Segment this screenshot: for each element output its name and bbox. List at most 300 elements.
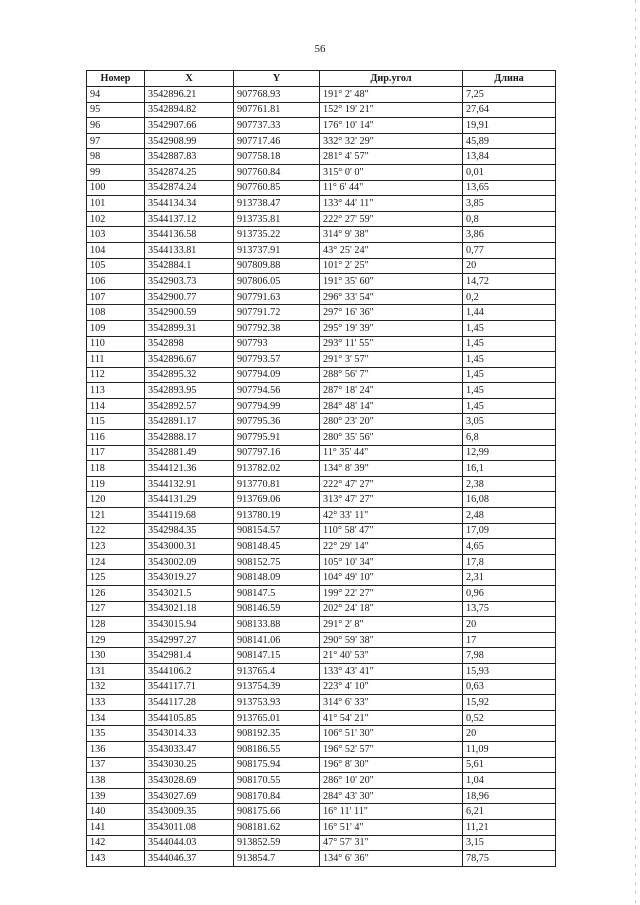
cell-y: 908141.06	[234, 632, 320, 648]
cell-x: 3543011.08	[145, 819, 234, 835]
cell-number: 104	[87, 242, 145, 258]
cell-length: 78,75	[463, 851, 556, 867]
table-row	[87, 710, 556, 726]
cell-number: 133	[87, 695, 145, 711]
cell-y: 907793	[234, 336, 320, 352]
cell-direction-angle: 152° 19' 21"	[320, 102, 463, 118]
cell-y: 908133.88	[234, 617, 320, 633]
cell-direction-angle: 133° 44' 11"	[320, 196, 463, 212]
cell-y: 907795.91	[234, 430, 320, 446]
table-row	[87, 367, 556, 383]
cell-direction-angle: 11° 35' 44"	[320, 445, 463, 461]
cell-y: 913780.19	[234, 508, 320, 524]
cell-y: 908148.09	[234, 570, 320, 586]
cell-direction-angle: 314° 9' 38"	[320, 227, 463, 243]
table-row	[87, 414, 556, 430]
cell-x: 3543033.47	[145, 741, 234, 757]
table-row	[87, 164, 556, 180]
cell-x: 3542892.57	[145, 398, 234, 414]
cell-y: 913852.59	[234, 835, 320, 851]
cell-direction-angle: 16° 11' 11"	[320, 804, 463, 820]
cell-x: 3542981.4	[145, 648, 234, 664]
cell-number: 127	[87, 601, 145, 617]
cell-length: 1,45	[463, 352, 556, 368]
cell-x: 3542900.77	[145, 289, 234, 305]
cell-y: 913753.93	[234, 695, 320, 711]
cell-x: 3542907.66	[145, 118, 234, 134]
table-row	[87, 508, 556, 524]
cell-direction-angle: 42° 33' 11"	[320, 508, 463, 524]
table-row	[87, 445, 556, 461]
cell-direction-angle: 41° 54' 21"	[320, 710, 463, 726]
cell-number: 100	[87, 180, 145, 196]
table-row	[87, 305, 556, 321]
cell-y: 907760.84	[234, 164, 320, 180]
table-row	[87, 102, 556, 118]
scan-edge-mark	[635, 0, 636, 905]
cell-length: 0,52	[463, 710, 556, 726]
header-length: Длина	[463, 71, 556, 87]
cell-x: 3542891.17	[145, 414, 234, 430]
cell-x: 3543021.5	[145, 586, 234, 602]
cell-direction-angle: 43° 25' 24"	[320, 242, 463, 258]
table-row	[87, 663, 556, 679]
cell-length: 3,15	[463, 835, 556, 851]
cell-length: 20	[463, 726, 556, 742]
cell-number: 138	[87, 773, 145, 789]
cell-x: 3544105.85	[145, 710, 234, 726]
cell-x: 3543030.25	[145, 757, 234, 773]
table-row	[87, 149, 556, 165]
cell-direction-angle: 313° 47' 27"	[320, 492, 463, 508]
cell-y: 907717.46	[234, 133, 320, 149]
cell-length: 1,44	[463, 305, 556, 321]
cell-direction-angle: 315° 0' 0"	[320, 164, 463, 180]
cell-direction-angle: 223° 4' 10"	[320, 679, 463, 695]
cell-length: 20	[463, 617, 556, 633]
cell-length: 2,38	[463, 476, 556, 492]
cell-length: 0,8	[463, 211, 556, 227]
cell-number: 98	[87, 149, 145, 165]
cell-y: 908170.55	[234, 773, 320, 789]
cell-number: 103	[87, 227, 145, 243]
cell-y: 908175.94	[234, 757, 320, 773]
cell-number: 143	[87, 851, 145, 867]
table-row	[87, 773, 556, 789]
table-row	[87, 648, 556, 664]
cell-x: 3544131.29	[145, 492, 234, 508]
cell-x: 3542903.73	[145, 274, 234, 290]
cell-direction-angle: 284° 48' 14"	[320, 398, 463, 414]
cell-length: 17,09	[463, 523, 556, 539]
cell-y: 913738.47	[234, 196, 320, 212]
cell-direction-angle: 110° 58' 47"	[320, 523, 463, 539]
cell-direction-angle: 293° 11' 55"	[320, 336, 463, 352]
cell-number: 125	[87, 570, 145, 586]
table-row	[87, 726, 556, 742]
table-row	[87, 554, 556, 570]
header-direction-angle: Дир.угол	[320, 71, 463, 87]
cell-direction-angle: 284° 43' 30"	[320, 788, 463, 804]
cell-number: 139	[87, 788, 145, 804]
cell-x: 3543000.31	[145, 539, 234, 555]
cell-y: 907806.05	[234, 274, 320, 290]
cell-length: 20	[463, 258, 556, 274]
cell-length: 14,72	[463, 274, 556, 290]
cell-number: 114	[87, 398, 145, 414]
cell-direction-angle: 280° 35' 56"	[320, 430, 463, 446]
cell-direction-angle: 191° 2' 48"	[320, 87, 463, 103]
table-row	[87, 492, 556, 508]
cell-length: 2,31	[463, 570, 556, 586]
cell-direction-angle: 101° 2' 25"	[320, 258, 463, 274]
cell-x: 3542898	[145, 336, 234, 352]
cell-number: 116	[87, 430, 145, 446]
cell-x: 3543021.18	[145, 601, 234, 617]
cell-number: 108	[87, 305, 145, 321]
table-row	[87, 617, 556, 633]
table-row	[87, 258, 556, 274]
table-row	[87, 398, 556, 414]
cell-length: 19,91	[463, 118, 556, 134]
cell-length: 13,75	[463, 601, 556, 617]
cell-y: 907795.36	[234, 414, 320, 430]
table-row	[87, 87, 556, 103]
cell-y: 907792.38	[234, 320, 320, 336]
cell-length: 3,05	[463, 414, 556, 430]
cell-x: 3543009.35	[145, 804, 234, 820]
table-row	[87, 539, 556, 555]
cell-y: 913854.7	[234, 851, 320, 867]
header-number: Номер	[87, 71, 145, 87]
header-x: X	[145, 71, 234, 87]
table-row	[87, 352, 556, 368]
cell-x: 3544106.2	[145, 663, 234, 679]
cell-direction-angle: 106° 51' 30"	[320, 726, 463, 742]
cell-y: 907761.81	[234, 102, 320, 118]
cell-direction-angle: 296° 33' 54"	[320, 289, 463, 305]
cell-x: 3542900.59	[145, 305, 234, 321]
cell-length: 11,09	[463, 741, 556, 757]
cell-x: 3542997.27	[145, 632, 234, 648]
cell-x: 3543002.09	[145, 554, 234, 570]
cell-x: 3544132.91	[145, 476, 234, 492]
cell-number: 118	[87, 461, 145, 477]
cell-y: 908154.57	[234, 523, 320, 539]
table-row	[87, 679, 556, 695]
cell-x: 3543028.69	[145, 773, 234, 789]
cell-y: 907791.72	[234, 305, 320, 321]
cell-y: 913735.22	[234, 227, 320, 243]
cell-x: 3544136.58	[145, 227, 234, 243]
cell-length: 27,64	[463, 102, 556, 118]
cell-x: 3544121.36	[145, 461, 234, 477]
cell-y: 913735.81	[234, 211, 320, 227]
cell-x: 3544117.28	[145, 695, 234, 711]
cell-number: 135	[87, 726, 145, 742]
cell-x: 3542899.31	[145, 320, 234, 336]
cell-length: 13,84	[463, 149, 556, 165]
cell-y: 913765.01	[234, 710, 320, 726]
cell-length: 2,48	[463, 508, 556, 524]
cell-direction-angle: 196° 52' 57"	[320, 741, 463, 757]
cell-length: 17,8	[463, 554, 556, 570]
cell-number: 140	[87, 804, 145, 820]
cell-direction-angle: 22° 29' 14"	[320, 539, 463, 555]
cell-y: 908181.62	[234, 819, 320, 835]
cell-length: 15,93	[463, 663, 556, 679]
cell-length: 1,45	[463, 367, 556, 383]
cell-number: 123	[87, 539, 145, 555]
cell-number: 128	[87, 617, 145, 633]
cell-x: 3544119.68	[145, 508, 234, 524]
cell-number: 132	[87, 679, 145, 695]
cell-direction-angle: 291° 2' 8"	[320, 617, 463, 633]
table-row	[87, 523, 556, 539]
cell-number: 126	[87, 586, 145, 602]
cell-direction-angle: 47° 57' 31"	[320, 835, 463, 851]
cell-y: 908170.84	[234, 788, 320, 804]
cell-y: 908192.35	[234, 726, 320, 742]
cell-y: 908148.45	[234, 539, 320, 555]
table-row	[87, 180, 556, 196]
cell-length: 5,61	[463, 757, 556, 773]
cell-y: 907794.09	[234, 367, 320, 383]
cell-direction-angle: 11° 6' 44"	[320, 180, 463, 196]
cell-y: 907760.85	[234, 180, 320, 196]
cell-y: 908175.66	[234, 804, 320, 820]
cell-length: 6,21	[463, 804, 556, 820]
table-row	[87, 476, 556, 492]
cell-length: 6,8	[463, 430, 556, 446]
cell-x: 3542881.49	[145, 445, 234, 461]
cell-number: 130	[87, 648, 145, 664]
cell-y: 907809.88	[234, 258, 320, 274]
cell-y: 913737.91	[234, 242, 320, 258]
cell-y: 907737.33	[234, 118, 320, 134]
cell-x: 3543014.33	[145, 726, 234, 742]
cell-x: 3542888.17	[145, 430, 234, 446]
table-row	[87, 819, 556, 835]
cell-number: 122	[87, 523, 145, 539]
cell-x: 3544046.37	[145, 851, 234, 867]
cell-number: 106	[87, 274, 145, 290]
table-header-row	[87, 71, 556, 87]
cell-direction-angle: 291° 3' 57"	[320, 352, 463, 368]
cell-length: 4,65	[463, 539, 556, 555]
table-row	[87, 274, 556, 290]
cell-length: 15,92	[463, 695, 556, 711]
cell-y: 908147.15	[234, 648, 320, 664]
table-row	[87, 118, 556, 134]
cell-length: 16,08	[463, 492, 556, 508]
cell-direction-angle: 202° 24' 18"	[320, 601, 463, 617]
cell-direction-angle: 133° 43' 41"	[320, 663, 463, 679]
cell-direction-angle: 297° 16' 36"	[320, 305, 463, 321]
table-row	[87, 741, 556, 757]
cell-direction-angle: 134° 8' 39"	[320, 461, 463, 477]
cell-number: 101	[87, 196, 145, 212]
cell-x: 3542908.99	[145, 133, 234, 149]
header-y: Y	[234, 71, 320, 87]
cell-x: 3544134.34	[145, 196, 234, 212]
cell-length: 7,25	[463, 87, 556, 103]
cell-length: 0,63	[463, 679, 556, 695]
table-body	[87, 87, 556, 867]
cell-direction-angle: 280° 23' 20"	[320, 414, 463, 430]
cell-length: 16,1	[463, 461, 556, 477]
table-row	[87, 601, 556, 617]
cell-x: 3542884.1	[145, 258, 234, 274]
cell-direction-angle: 222° 47' 27"	[320, 476, 463, 492]
cell-x: 3543027.69	[145, 788, 234, 804]
cell-x: 3542896.67	[145, 352, 234, 368]
cell-length: 0,2	[463, 289, 556, 305]
cell-length: 0,01	[463, 164, 556, 180]
table-row	[87, 430, 556, 446]
cell-length: 1,45	[463, 383, 556, 399]
cell-number: 124	[87, 554, 145, 570]
table-row	[87, 336, 556, 352]
cell-length: 0,77	[463, 242, 556, 258]
cell-direction-angle: 222° 27' 59"	[320, 211, 463, 227]
cell-y: 908152.75	[234, 554, 320, 570]
cell-x: 3542887.83	[145, 149, 234, 165]
cell-number: 110	[87, 336, 145, 352]
cell-direction-angle: 314° 6' 33"	[320, 695, 463, 711]
cell-length: 12,99	[463, 445, 556, 461]
cell-number: 119	[87, 476, 145, 492]
cell-y: 913769.06	[234, 492, 320, 508]
cell-direction-angle: 191° 35' 60"	[320, 274, 463, 290]
cell-length: 7,98	[463, 648, 556, 664]
cell-direction-angle: 176° 10' 14"	[320, 118, 463, 134]
table-row	[87, 757, 556, 773]
table-row	[87, 196, 556, 212]
cell-y: 907797.16	[234, 445, 320, 461]
cell-number: 120	[87, 492, 145, 508]
cell-x: 3542984.35	[145, 523, 234, 539]
cell-length: 0,96	[463, 586, 556, 602]
cell-x: 3542893.95	[145, 383, 234, 399]
table-row	[87, 211, 556, 227]
table-row	[87, 461, 556, 477]
cell-y: 907758.18	[234, 149, 320, 165]
cell-direction-angle: 295° 19' 39"	[320, 320, 463, 336]
cell-direction-angle: 288° 56' 7"	[320, 367, 463, 383]
cell-direction-angle: 287° 18' 24"	[320, 383, 463, 399]
cell-x: 3543019.27	[145, 570, 234, 586]
cell-direction-angle: 290° 59' 38"	[320, 632, 463, 648]
cell-number: 105	[87, 258, 145, 274]
table-row	[87, 242, 556, 258]
coordinates-table	[86, 70, 556, 867]
cell-y: 908147.5	[234, 586, 320, 602]
table-row	[87, 835, 556, 851]
cell-direction-angle: 134° 6' 36"	[320, 851, 463, 867]
cell-direction-angle: 105° 10' 34"	[320, 554, 463, 570]
cell-y: 913782.02	[234, 461, 320, 477]
cell-y: 913754.39	[234, 679, 320, 695]
cell-length: 11,21	[463, 819, 556, 835]
cell-length: 18,96	[463, 788, 556, 804]
cell-number: 141	[87, 819, 145, 835]
cell-length: 1,45	[463, 320, 556, 336]
cell-x: 3544117.71	[145, 679, 234, 695]
cell-number: 137	[87, 757, 145, 773]
cell-x: 3544133.81	[145, 242, 234, 258]
cell-x: 3542874.24	[145, 180, 234, 196]
cell-y: 907793.57	[234, 352, 320, 368]
cell-number: 94	[87, 87, 145, 103]
cell-direction-angle: 332° 32' 29"	[320, 133, 463, 149]
page-number: 56	[314, 43, 326, 55]
cell-direction-angle: 21° 40' 53"	[320, 648, 463, 664]
cell-direction-angle: 199° 22' 27"	[320, 586, 463, 602]
cell-number: 109	[87, 320, 145, 336]
cell-length: 1,45	[463, 336, 556, 352]
cell-number: 117	[87, 445, 145, 461]
table-row	[87, 586, 556, 602]
cell-number: 107	[87, 289, 145, 305]
cell-x: 3542874.25	[145, 164, 234, 180]
cell-direction-angle: 196° 8' 30"	[320, 757, 463, 773]
cell-number: 131	[87, 663, 145, 679]
table-row	[87, 632, 556, 648]
table-row	[87, 289, 556, 305]
cell-number: 134	[87, 710, 145, 726]
cell-x: 3544137.12	[145, 211, 234, 227]
table-row	[87, 804, 556, 820]
cell-length: 1,04	[463, 773, 556, 789]
cell-y: 913765.4	[234, 663, 320, 679]
table-row	[87, 695, 556, 711]
cell-y: 907768.93	[234, 87, 320, 103]
cell-number: 142	[87, 835, 145, 851]
cell-y: 908146.59	[234, 601, 320, 617]
cell-number: 136	[87, 741, 145, 757]
cell-x: 3543015.94	[145, 617, 234, 633]
table-row	[87, 227, 556, 243]
table-row	[87, 383, 556, 399]
cell-number: 99	[87, 164, 145, 180]
cell-length: 13,65	[463, 180, 556, 196]
cell-number: 97	[87, 133, 145, 149]
table-row	[87, 788, 556, 804]
cell-y: 907794.56	[234, 383, 320, 399]
cell-direction-angle: 16° 51' 4"	[320, 819, 463, 835]
table-row	[87, 133, 556, 149]
cell-number: 102	[87, 211, 145, 227]
cell-length: 3,85	[463, 196, 556, 212]
cell-y: 907794.99	[234, 398, 320, 414]
cell-length: 17	[463, 632, 556, 648]
cell-direction-angle: 286° 10' 20"	[320, 773, 463, 789]
cell-number: 96	[87, 118, 145, 134]
cell-number: 95	[87, 102, 145, 118]
table-row	[87, 320, 556, 336]
cell-x: 3542896.21	[145, 87, 234, 103]
cell-number: 112	[87, 367, 145, 383]
cell-length: 1,45	[463, 398, 556, 414]
cell-y: 907791.63	[234, 289, 320, 305]
cell-length: 3,86	[463, 227, 556, 243]
cell-x: 3542895.32	[145, 367, 234, 383]
cell-number: 129	[87, 632, 145, 648]
cell-length: 45,89	[463, 133, 556, 149]
cell-x: 3544044.03	[145, 835, 234, 851]
cell-direction-angle: 104° 49' 10"	[320, 570, 463, 586]
